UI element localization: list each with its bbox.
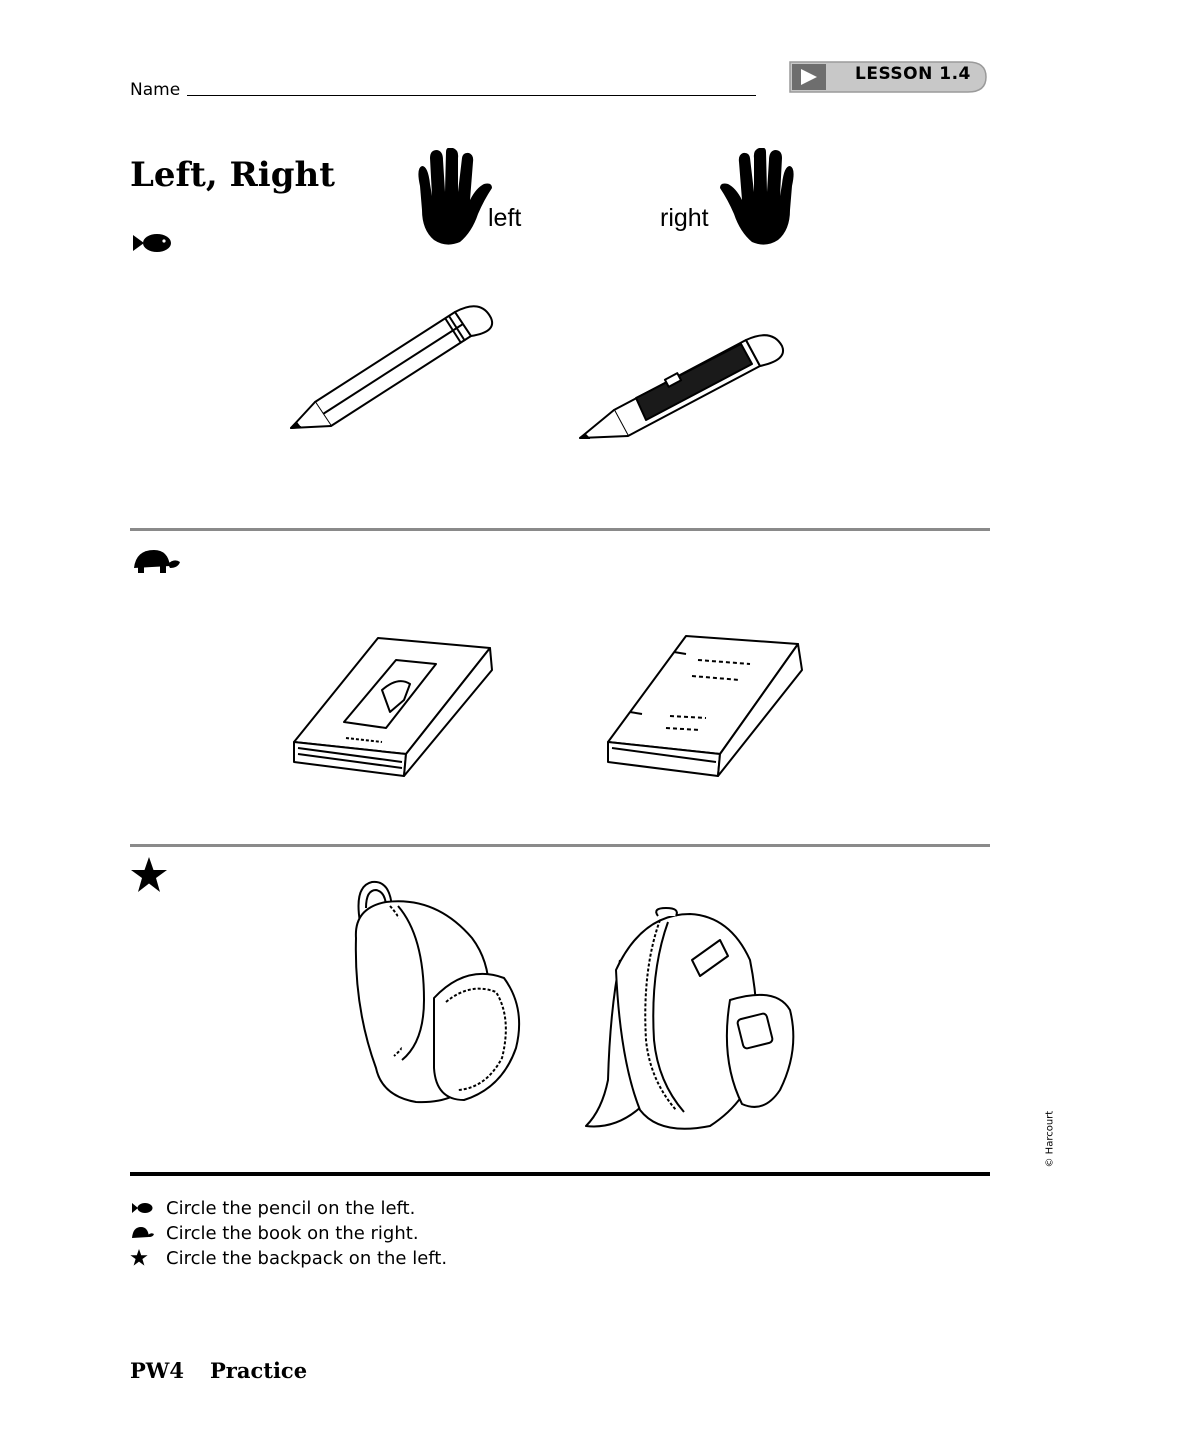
backpack-right-image[interactable] [580,900,802,1136]
section-divider [130,528,990,531]
instruction-row [130,1196,415,1220]
left-hand-icon [412,148,494,246]
lesson-number: LESSON 1.4 [855,64,971,84]
name-write-line[interactable] [187,95,756,96]
right-hand-label: right [660,204,709,232]
instruction-text: Circle the book on the right. [166,1222,419,1244]
instruction-row [130,1221,419,1245]
section-divider [130,844,990,847]
pencil-left-image[interactable] [285,298,500,436]
footer-label: Practice [210,1358,308,1383]
star-icon [130,1249,154,1267]
turtle-icon [130,546,182,576]
page-code: PW4 [130,1358,184,1383]
name-label: Name [130,80,181,100]
instruction-row [130,1246,447,1270]
instruction-text: Circle the pencil on the left. [166,1197,416,1219]
book-left-image[interactable] [286,630,498,782]
book-right-image[interactable] [600,630,808,782]
page-title: Left, Right [130,155,335,195]
fish-icon [130,1199,154,1217]
pencil-right-image[interactable] [576,324,794,444]
right-hand-icon [718,148,800,246]
copyright-notice: © Harcourt [1044,1110,1056,1168]
star-icon [130,856,168,894]
left-hand-label: left [488,204,522,232]
turtle-icon [130,1224,154,1242]
instructions-divider [130,1172,990,1176]
backpack-left-image[interactable] [346,878,526,1110]
fish-icon [130,230,174,256]
instruction-text: Circle the backpack on the left. [166,1247,448,1269]
